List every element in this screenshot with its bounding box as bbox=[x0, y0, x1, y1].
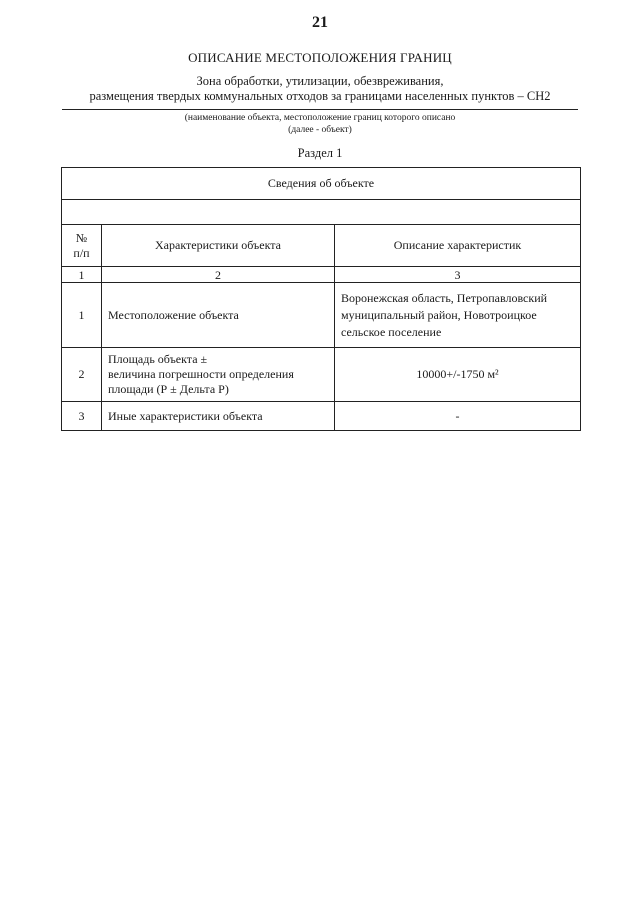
empty-cell bbox=[62, 200, 581, 225]
row-description: 10000+/-1750 м² bbox=[335, 348, 581, 402]
characteristic-line-2: величина погрешности определения bbox=[108, 367, 294, 381]
object-caption bbox=[62, 112, 578, 136]
description-line-1: Воронежская область, Петропавловский bbox=[341, 290, 548, 305]
characteristic-line-1: Площадь объекта ± bbox=[108, 352, 208, 366]
section-label: Раздел 1 bbox=[297, 146, 343, 160]
header-description: Описание характеристик bbox=[335, 225, 581, 267]
table-row bbox=[62, 283, 581, 348]
row-description: - bbox=[335, 402, 581, 431]
table-row bbox=[62, 348, 581, 402]
table-header-row bbox=[62, 225, 581, 267]
caption-line-1: (наименование объекта, местоположение границ которого описано bbox=[184, 113, 456, 123]
header-characteristic: Характеристики объекта bbox=[102, 225, 335, 267]
header-num bbox=[62, 225, 102, 267]
row-num: 3 bbox=[62, 402, 102, 431]
document-title: ОПИСАНИЕ МЕСТОПОЛОЖЕНИЯ ГРАНИЦ bbox=[188, 50, 452, 65]
object-info-table bbox=[61, 167, 581, 431]
object-name-line-2: размещения твердых коммунальных отходов за границами населенных пунктов – СН2 bbox=[89, 89, 551, 103]
table-row bbox=[62, 402, 581, 431]
row-characteristic bbox=[102, 348, 335, 402]
table-empty-row bbox=[62, 200, 581, 225]
row-num: 2 bbox=[62, 348, 102, 402]
header-num-line-2: п/п bbox=[73, 245, 90, 260]
object-name-line-1: Зона обработки, утилизации, обезвреживания, bbox=[196, 74, 444, 88]
column-index-1: 1 bbox=[62, 267, 102, 283]
characteristic-line-3: площади (Р ± Дельта Р) bbox=[108, 382, 229, 396]
row-characteristic: Местоположение объекта bbox=[102, 283, 335, 348]
column-index-row bbox=[62, 267, 581, 283]
table-title: Сведения об объекте bbox=[62, 168, 581, 200]
page-number: 21 bbox=[312, 14, 328, 31]
table-title-row bbox=[62, 168, 581, 200]
row-characteristic: Иные характеристики объекта bbox=[102, 402, 335, 431]
underline-divider bbox=[62, 109, 578, 110]
column-index-3: 3 bbox=[335, 267, 581, 283]
caption-line-2: (далее - объект) bbox=[288, 125, 352, 135]
column-index-2: 2 bbox=[102, 267, 335, 283]
description-line-3: сельское поселение bbox=[341, 324, 442, 339]
header-num-line-1: № bbox=[75, 230, 88, 245]
row-description bbox=[335, 283, 581, 348]
description-line-2: муниципальный район, Новотроицкое bbox=[341, 307, 537, 322]
row-num: 1 bbox=[62, 283, 102, 348]
object-name bbox=[62, 74, 578, 104]
